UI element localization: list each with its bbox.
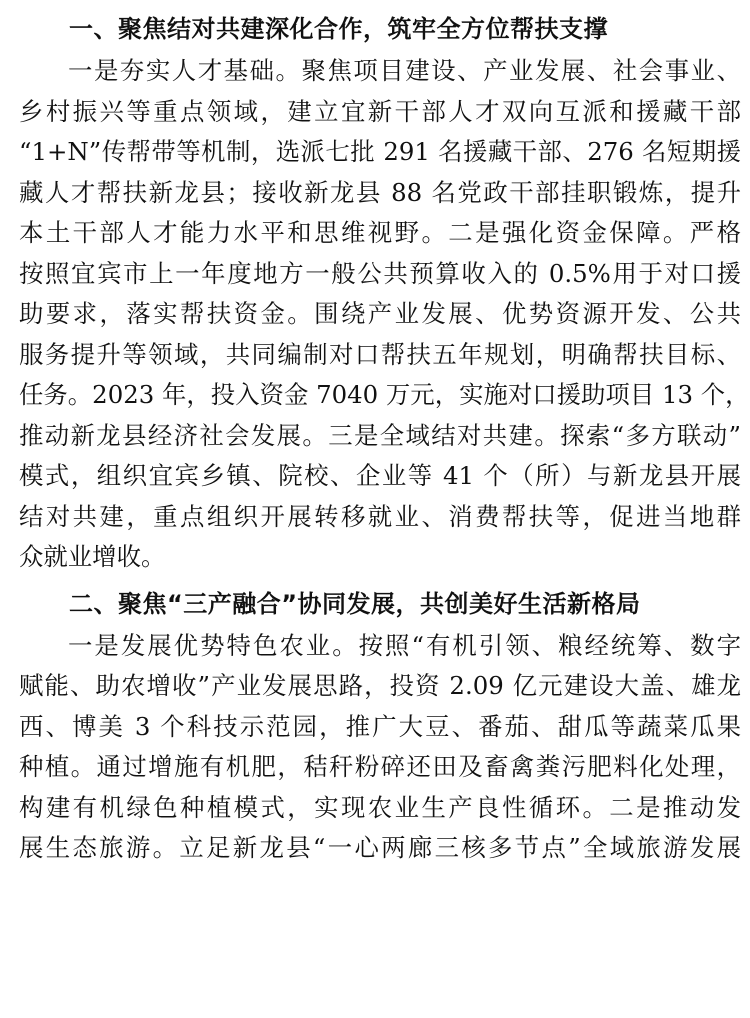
text-line: 众就业增收。 xyxy=(19,542,166,571)
section-2-paragraph xyxy=(19,626,741,869)
text-line: 构建有机绿色种植模式，实现农业生产良性循环。二是推动发 xyxy=(19,792,741,822)
text-line: 模式，组织宜宾乡镇、院校、企业等 41 个（所）与新龙县开展 xyxy=(19,461,741,490)
text-line: 西、博美 3 个科技示范园，推广大豆、番茄、甜瓜等蔬菜瓜果 xyxy=(19,711,741,741)
section-1-heading: 一、聚焦结对共建深化合作，筑牢全方位帮扶支撑 xyxy=(69,15,608,43)
text-line: 服务提升等领域，共同编制对口帮扶五年规划，明确帮扶目标、 xyxy=(19,339,741,369)
document-page xyxy=(19,0,750,869)
text-line: 一是夯实人才基础。聚焦项目建设、产业发展、社会事业、 xyxy=(68,56,741,85)
section-1-paragraph xyxy=(19,51,750,578)
text-line: 乡村振兴等重点领域，建立宜新干部人才双向互派和援藏干部 xyxy=(19,96,741,126)
text-line: 推动新龙县经济社会发展。三是全域结对共建。探索“多方联动” xyxy=(19,420,741,450)
section-2-heading: 二、聚焦“三产融合”协同发展，共创美好生活新格局 xyxy=(69,589,641,618)
text-line: 赋能、助农增收”产业发展思路，投资 2.09 亿元建设大盖、雄龙 xyxy=(19,671,741,700)
text-line: “1+N”传帮带等机制，选派七批 291 名援藏干部、276 名短期援 xyxy=(19,137,741,166)
text-line: 助要求，落实帮扶资金。围绕产业发展、优势资源开发、公共 xyxy=(19,299,741,328)
text-line: 本土干部人才能力水平和思维视野。二是强化资金保障。严格 xyxy=(19,218,741,247)
text-line: 藏人才帮扶新龙县；接收新龙县 88 名党政干部挂职锻炼，提升 xyxy=(19,177,741,207)
text-line: 按照宜宾市上一年度地方一般公共预算收入的 0.5%用于对口援 xyxy=(19,258,741,288)
text-line: 展生态旅游。立足新龙县“一心两廊三核多节点”全域旅游发展 xyxy=(19,833,741,862)
text-line: 任务。2023 年，投入资金 7040 万元，实施对口援助项目 13 个， xyxy=(19,380,750,409)
text-line: 一是发展优势特色农业。按照“有机引领、粮经统筹、数字 xyxy=(68,630,741,660)
text-line: 结对共建，重点组织开展转移就业、消费帮扶等，促进当地群 xyxy=(19,501,741,531)
text-line: 种植。通过增施有机肥，秸秆粉碎还田及畜禽粪污肥料化处理， xyxy=(19,752,741,781)
